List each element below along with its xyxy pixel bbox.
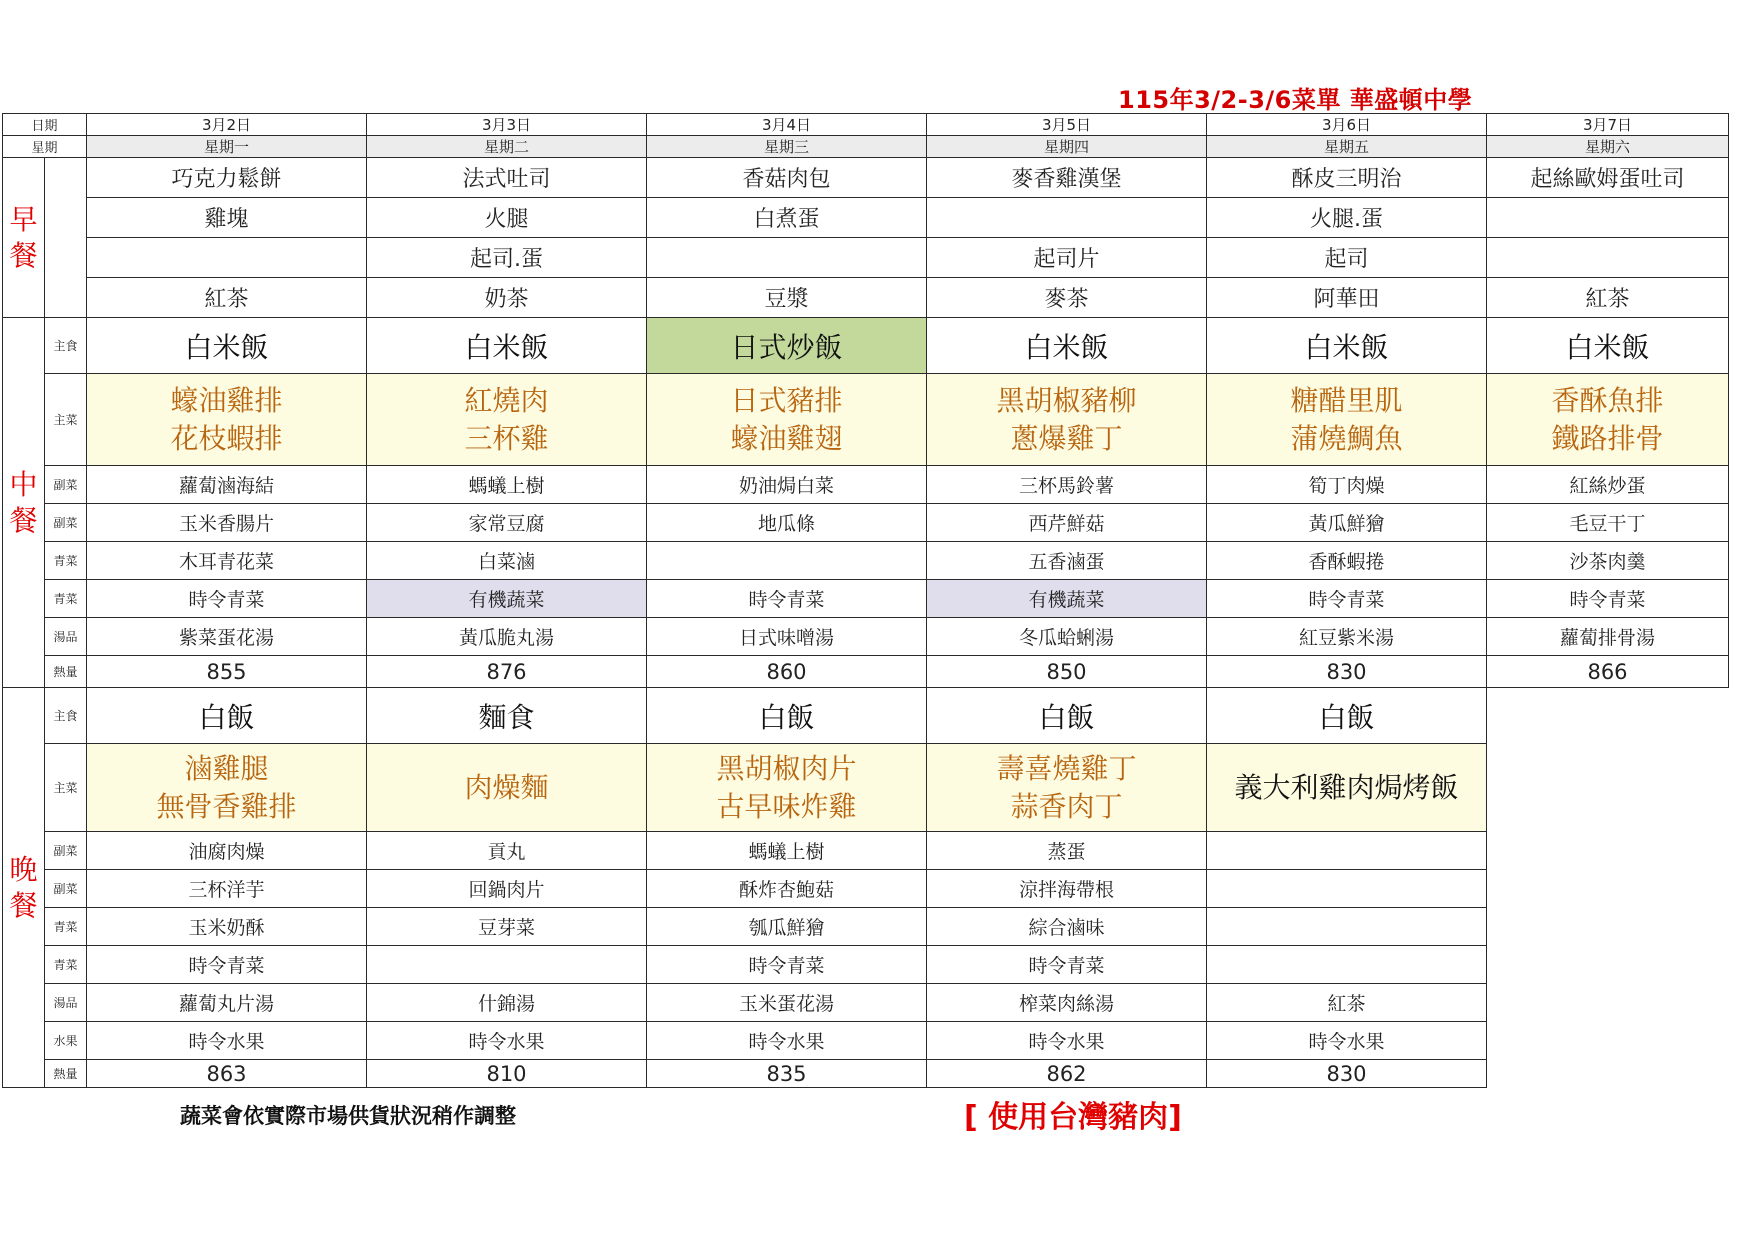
empty-saturday xyxy=(1487,688,1729,1088)
lunch-dish: 沙茶肉羹 xyxy=(1487,542,1729,580)
main-dish-2: 蔥爆雞丁 xyxy=(1010,421,1123,455)
main-dish-1: 紅燒肉 xyxy=(464,383,549,417)
lunch-main-dish xyxy=(367,374,647,466)
lunch-calories: 855 xyxy=(87,656,367,688)
main-dish-2: 花枝蝦排 xyxy=(170,421,283,455)
row-label: 副菜 xyxy=(45,504,87,542)
lunch-staple: 日式炒飯 xyxy=(647,318,927,374)
row-label: 副菜 xyxy=(45,832,87,870)
dinner-label: 晚 餐 xyxy=(3,688,45,1088)
dinner-dish: 榨菜肉絲湯 xyxy=(927,984,1207,1022)
dinner-dish: 時令青菜 xyxy=(927,946,1207,984)
lunch-dish xyxy=(647,542,927,580)
row-label: 主菜 xyxy=(45,374,87,466)
weekday-label: 星期 xyxy=(3,136,87,158)
dinner-calories: 810 xyxy=(367,1060,647,1088)
dinner-calorie-row xyxy=(3,1060,1729,1088)
breakfast-row xyxy=(3,238,1729,278)
weekday-cell: 星期三 xyxy=(647,136,927,158)
lunch-label: 中 餐 xyxy=(3,318,45,688)
dinner-main-row xyxy=(3,744,1729,832)
dinner-dish: 豆芽菜 xyxy=(367,908,647,946)
lunch-main-dish xyxy=(647,374,927,466)
dinner-dish xyxy=(1207,908,1487,946)
lunch-veg-row xyxy=(3,542,1729,580)
dinner-dish: 蒸蛋 xyxy=(927,832,1207,870)
row-label: 青菜 xyxy=(45,542,87,580)
breakfast-item: 雞塊 xyxy=(87,198,367,238)
breakfast-item xyxy=(1487,238,1729,278)
lunch-staple-row xyxy=(3,318,1729,374)
dinner-veg-row xyxy=(3,946,1729,984)
dinner-staple: 白飯 xyxy=(87,688,367,744)
breakfast-item: 酥皮三明治 xyxy=(1207,158,1487,198)
main-dish-1: 日式豬排 xyxy=(730,383,843,417)
menu-table xyxy=(2,113,1729,1088)
lunch-calories: 876 xyxy=(367,656,647,688)
main-dish-2: 蠔油雞翅 xyxy=(730,421,843,455)
date-row xyxy=(3,114,1729,136)
lunch-dish: 時令青菜 xyxy=(647,580,927,618)
main-dish-1: 滷雞腿 xyxy=(184,751,269,785)
row-label: 水果 xyxy=(45,1022,87,1060)
vegetable-supply-note: 蔬菜會依實際市場供貨狀況稍作調整 xyxy=(180,1104,516,1128)
dinner-dish: 油腐肉燥 xyxy=(87,832,367,870)
lunch-dish: 有機蔬菜 xyxy=(927,580,1207,618)
dinner-fruit-row xyxy=(3,1022,1729,1060)
dinner-dish xyxy=(1207,946,1487,984)
dinner-dish xyxy=(367,946,647,984)
lunch-dish: 蘿蔔滷海結 xyxy=(87,466,367,504)
lunch-main-dish xyxy=(1487,374,1729,466)
breakfast-row xyxy=(3,278,1729,318)
lunch-dish: 黃瓜脆丸湯 xyxy=(367,618,647,656)
weekday-cell: 星期二 xyxy=(367,136,647,158)
breakfast-item: 巧克力鬆餅 xyxy=(87,158,367,198)
row-label: 主食 xyxy=(45,688,87,744)
dinner-calories: 863 xyxy=(87,1060,367,1088)
main-dish-1: 黑胡椒豬柳 xyxy=(996,383,1137,417)
breakfast-sublabel xyxy=(45,158,87,318)
breakfast-item xyxy=(1487,198,1729,238)
breakfast-item: 紅茶 xyxy=(87,278,367,318)
breakfast-item: 火腿.蛋 xyxy=(1207,198,1487,238)
dinner-dish: 時令青菜 xyxy=(647,946,927,984)
lunch-dish: 地瓜條 xyxy=(647,504,927,542)
breakfast-row xyxy=(3,158,1729,198)
dinner-dish: 酥炸杏鮑菇 xyxy=(647,870,927,908)
main-dish-2: 鐵路排骨 xyxy=(1551,421,1664,455)
breakfast-item: 起司 xyxy=(1207,238,1487,278)
main-dish-1: 肉燥麵 xyxy=(464,770,549,804)
dinner-dish: 蘿蔔丸片湯 xyxy=(87,984,367,1022)
lunch-dish: 時令青菜 xyxy=(1487,580,1729,618)
breakfast-item: 阿華田 xyxy=(1207,278,1487,318)
lunch-staple: 白米飯 xyxy=(1487,318,1729,374)
main-dish-1: 香酥魚排 xyxy=(1551,383,1664,417)
row-label: 湯品 xyxy=(45,984,87,1022)
breakfast-item: 法式吐司 xyxy=(367,158,647,198)
dinner-veg-row xyxy=(3,908,1729,946)
lunch-dish: 奶油焗白菜 xyxy=(647,466,927,504)
lunch-calories: 850 xyxy=(927,656,1207,688)
lunch-dish: 紅豆紫米湯 xyxy=(1207,618,1487,656)
dinner-dish: 玉米奶酥 xyxy=(87,908,367,946)
weekday-cell: 星期四 xyxy=(927,136,1207,158)
lunch-calories: 860 xyxy=(647,656,927,688)
dinner-dish: 綜合滷味 xyxy=(927,908,1207,946)
date-cell: 3月2日 xyxy=(87,114,367,136)
lunch-side-row xyxy=(3,504,1729,542)
dinner-dish: 什錦湯 xyxy=(367,984,647,1022)
lunch-veg-row xyxy=(3,580,1729,618)
date-cell: 3月3日 xyxy=(367,114,647,136)
main-dish-1: 黑胡椒肉片 xyxy=(716,751,857,785)
lunch-main-row xyxy=(3,374,1729,466)
lunch-dish: 玉米香腸片 xyxy=(87,504,367,542)
breakfast-item: 起絲歐姆蛋吐司 xyxy=(1487,158,1729,198)
date-label: 日期 xyxy=(3,114,87,136)
lunch-dish: 黃瓜鮮獪 xyxy=(1207,504,1487,542)
breakfast-item: 紅茶 xyxy=(1487,278,1729,318)
main-dish-1: 蠔油雞排 xyxy=(170,383,283,417)
dinner-main-dish xyxy=(1207,744,1487,832)
lunch-dish: 冬瓜蛤蜊湯 xyxy=(927,618,1207,656)
breakfast-item: 香菇肉包 xyxy=(647,158,927,198)
dinner-dish: 回鍋肉片 xyxy=(367,870,647,908)
dinner-dish: 時令水果 xyxy=(87,1022,367,1060)
breakfast-item xyxy=(647,238,927,278)
date-cell: 3月6日 xyxy=(1207,114,1487,136)
main-dish-1: 義大利雞肉焗烤飯 xyxy=(1234,770,1459,804)
main-dish-2: 無骨香雞排 xyxy=(156,789,297,823)
dinner-calories: 862 xyxy=(927,1060,1207,1088)
main-dish-2: 古早味炸雞 xyxy=(716,789,857,823)
lunch-staple: 白米飯 xyxy=(87,318,367,374)
lunch-main-dish xyxy=(87,374,367,466)
date-cell: 3月4日 xyxy=(647,114,927,136)
breakfast-item: 白煮蛋 xyxy=(647,198,927,238)
row-label: 湯品 xyxy=(45,618,87,656)
dinner-calories: 830 xyxy=(1207,1060,1487,1088)
row-label: 青菜 xyxy=(45,946,87,984)
lunch-main-dish xyxy=(1207,374,1487,466)
row-label: 主食 xyxy=(45,318,87,374)
main-dish-2: 蒲燒鯛魚 xyxy=(1290,421,1403,455)
dinner-main-dish xyxy=(367,744,647,832)
main-dish-1: 糖醋里肌 xyxy=(1290,383,1403,417)
row-label: 主菜 xyxy=(45,744,87,832)
dinner-dish: 貢丸 xyxy=(367,832,647,870)
dinner-main-dish xyxy=(927,744,1207,832)
lunch-dish: 西芹鮮菇 xyxy=(927,504,1207,542)
dinner-dish: 時令水果 xyxy=(927,1022,1207,1060)
weekday-cell: 星期六 xyxy=(1487,136,1729,158)
menu-title: 115年3/2-3/6菜單 華盛頓中學 xyxy=(1118,86,1473,114)
dinner-dish xyxy=(1207,870,1487,908)
taiwan-pork-notice: [ 使用台灣豬肉] xyxy=(964,1100,1182,1135)
dinner-dish: 玉米蛋花湯 xyxy=(647,984,927,1022)
lunch-calories: 866 xyxy=(1487,656,1729,688)
breakfast-item: 起司.蛋 xyxy=(367,238,647,278)
dinner-dish: 瓠瓜鮮獪 xyxy=(647,908,927,946)
lunch-dish: 白菜滷 xyxy=(367,542,647,580)
row-label: 熱量 xyxy=(45,656,87,688)
row-label: 熱量 xyxy=(45,1060,87,1088)
dinner-main-dish xyxy=(647,744,927,832)
lunch-dish: 紫菜蛋花湯 xyxy=(87,618,367,656)
breakfast-row xyxy=(3,198,1729,238)
lunch-dish: 蘿蔔排骨湯 xyxy=(1487,618,1729,656)
row-label: 副菜 xyxy=(45,870,87,908)
row-label: 青菜 xyxy=(45,580,87,618)
dinner-main-dish xyxy=(87,744,367,832)
lunch-dish: 毛豆干丁 xyxy=(1487,504,1729,542)
dinner-dish: 螞蟻上樹 xyxy=(647,832,927,870)
main-dish-2: 三杯雞 xyxy=(464,421,549,455)
lunch-dish: 有機蔬菜 xyxy=(367,580,647,618)
dinner-dish: 時令水果 xyxy=(1207,1022,1487,1060)
dinner-dish: 紅茶 xyxy=(1207,984,1487,1022)
lunch-dish: 紅絲炒蛋 xyxy=(1487,466,1729,504)
dinner-dish: 涼拌海帶根 xyxy=(927,870,1207,908)
dinner-dish xyxy=(1207,832,1487,870)
breakfast-label: 早 餐 xyxy=(3,158,45,318)
breakfast-item: 奶茶 xyxy=(367,278,647,318)
weekday-cell: 星期一 xyxy=(87,136,367,158)
lunch-calories: 830 xyxy=(1207,656,1487,688)
main-dish-2: 蒜香肉丁 xyxy=(1010,789,1123,823)
lunch-soup-row xyxy=(3,618,1729,656)
breakfast-item xyxy=(927,198,1207,238)
lunch-dish: 時令青菜 xyxy=(1207,580,1487,618)
date-cell: 3月5日 xyxy=(927,114,1207,136)
dinner-side-row xyxy=(3,832,1729,870)
main-dish-1: 壽喜燒雞丁 xyxy=(996,751,1137,785)
dinner-staple-row xyxy=(3,688,1729,744)
breakfast-item: 麥茶 xyxy=(927,278,1207,318)
lunch-dish: 時令青菜 xyxy=(87,580,367,618)
lunch-staple: 白米飯 xyxy=(1207,318,1487,374)
date-cell: 3月7日 xyxy=(1487,114,1729,136)
row-label: 青菜 xyxy=(45,908,87,946)
dinner-soup-row xyxy=(3,984,1729,1022)
lunch-dish: 螞蟻上樹 xyxy=(367,466,647,504)
dinner-dish: 時令水果 xyxy=(367,1022,647,1060)
row-label: 副菜 xyxy=(45,466,87,504)
dinner-staple: 白飯 xyxy=(647,688,927,744)
dinner-dish: 時令青菜 xyxy=(87,946,367,984)
dinner-side-row xyxy=(3,870,1729,908)
lunch-staple: 白米飯 xyxy=(367,318,647,374)
lunch-dish: 香酥蝦捲 xyxy=(1207,542,1487,580)
breakfast-item: 麥香雞漢堡 xyxy=(927,158,1207,198)
lunch-calorie-row xyxy=(3,656,1729,688)
dinner-staple: 白飯 xyxy=(927,688,1207,744)
lunch-dish: 筍丁肉燥 xyxy=(1207,466,1487,504)
lunch-dish: 五香滷蛋 xyxy=(927,542,1207,580)
breakfast-item: 火腿 xyxy=(367,198,647,238)
dinner-staple: 白飯 xyxy=(1207,688,1487,744)
dinner-calories: 835 xyxy=(647,1060,927,1088)
breakfast-item xyxy=(87,238,367,278)
lunch-dish: 三杯馬鈴薯 xyxy=(927,466,1207,504)
lunch-dish: 木耳青花菜 xyxy=(87,542,367,580)
dinner-dish: 時令水果 xyxy=(647,1022,927,1060)
dinner-staple: 麵食 xyxy=(367,688,647,744)
weekday-cell: 星期五 xyxy=(1207,136,1487,158)
lunch-dish: 家常豆腐 xyxy=(367,504,647,542)
dinner-dish: 三杯洋芋 xyxy=(87,870,367,908)
lunch-dish: 日式味噌湯 xyxy=(647,618,927,656)
lunch-side-row xyxy=(3,466,1729,504)
breakfast-item: 起司片 xyxy=(927,238,1207,278)
lunch-staple: 白米飯 xyxy=(927,318,1207,374)
weekday-row xyxy=(3,136,1729,158)
breakfast-item: 豆漿 xyxy=(647,278,927,318)
lunch-main-dish xyxy=(927,374,1207,466)
